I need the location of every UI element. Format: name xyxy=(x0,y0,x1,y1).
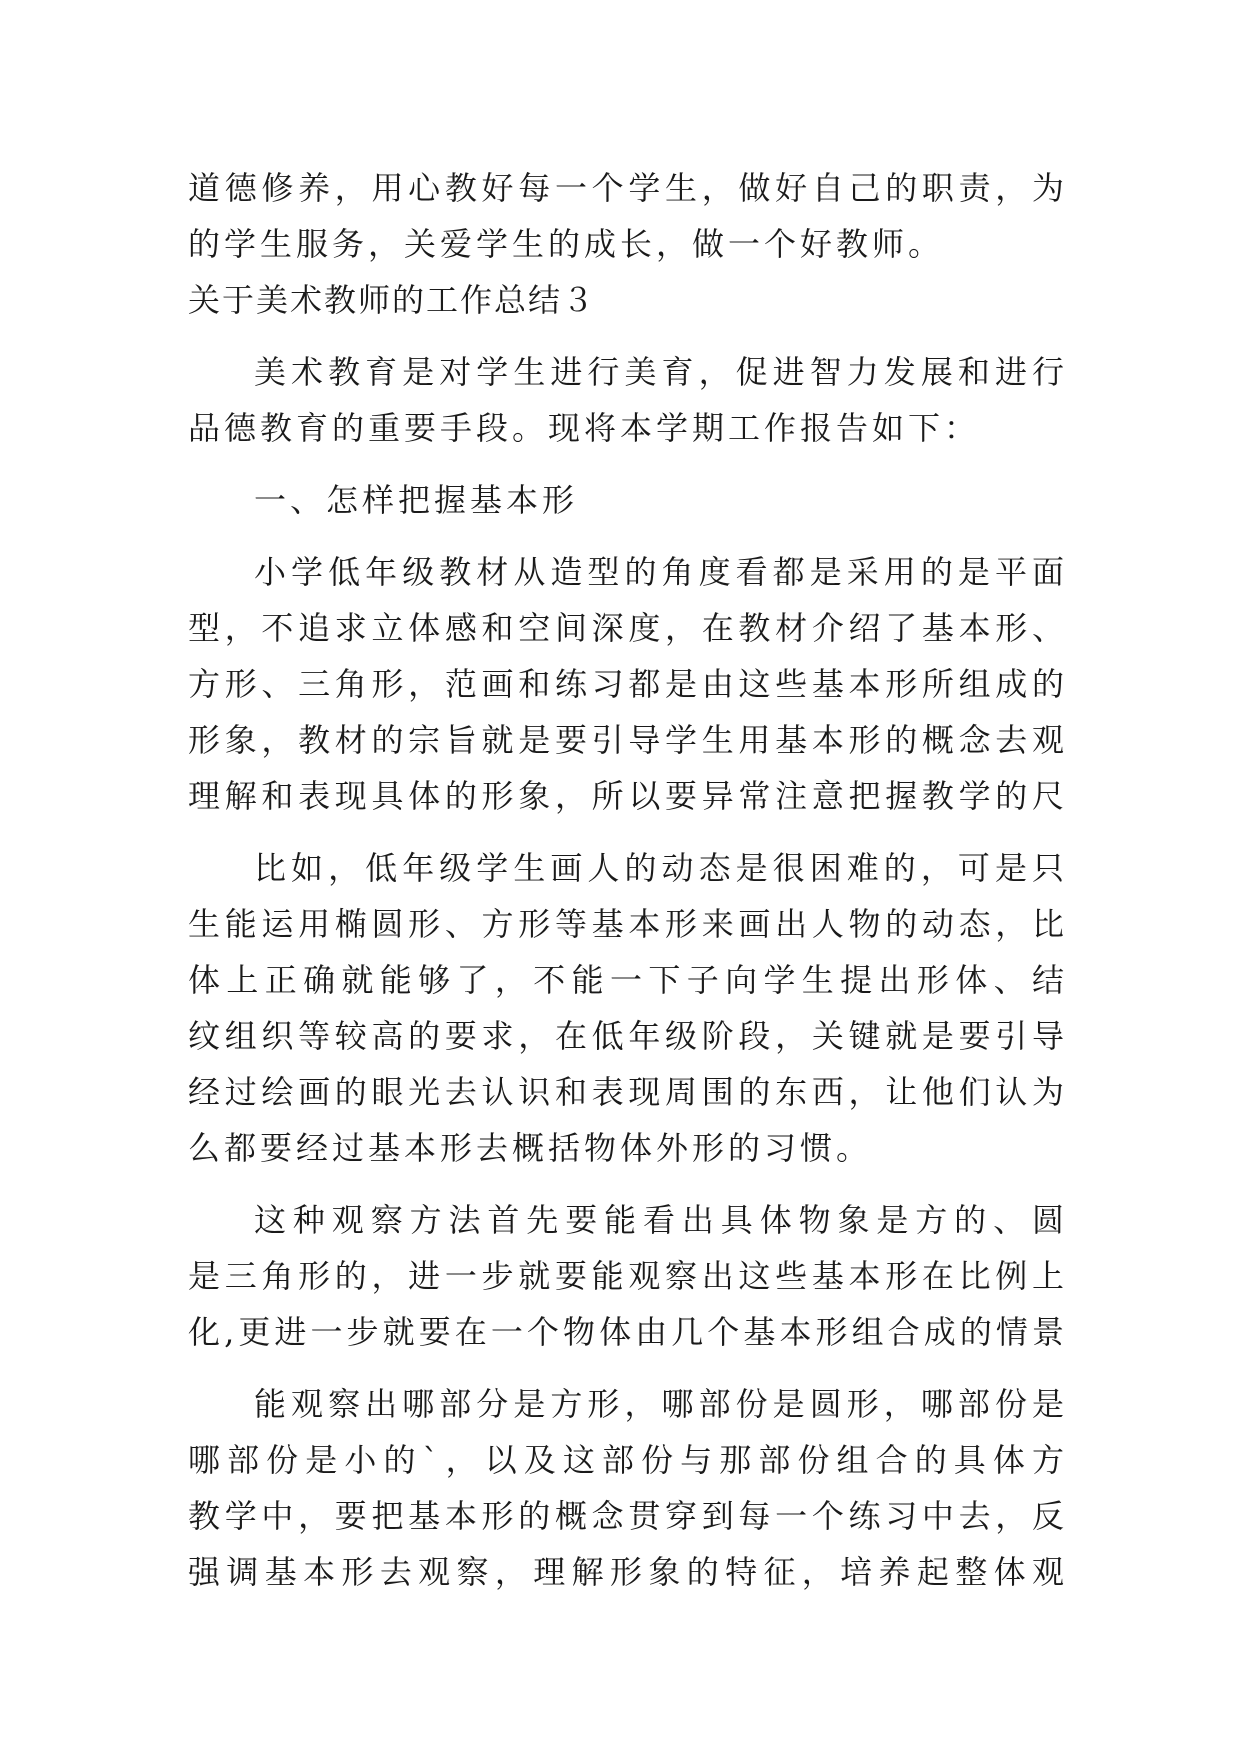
text-line: 的学生服务，关爱学生的成长，做一个好教师。 xyxy=(188,225,945,263)
paragraph-first-line: 美术教育是对学生进行美育，促进智力发展和进行 xyxy=(254,353,1068,391)
paragraph-first-line: 小学低年级教材从造型的角度看都是采用的是平面 xyxy=(254,553,1068,591)
text-line: 么都要经过基本形去概括物体外形的习惯。 xyxy=(188,1129,873,1167)
section-title: 关于美术教师的工作总结３ xyxy=(188,281,597,319)
text-line: 生能运用椭圆形、方形等基本形来画出人物的动态，比 xyxy=(188,905,1068,943)
paragraph-first-line: 比如，低年级学生画人的动态是很困难的，可是只 xyxy=(254,849,1068,887)
text-line: 体上正确就能够了，不能一下子向学生提出形体、结 xyxy=(188,961,1068,999)
text-line: 纹组织等较高的要求，在低年级阶段，关键就是要引导 xyxy=(188,1017,1068,1055)
text-line: 强调基本形去观察，理解形象的特征，培养起整体观 xyxy=(188,1553,1068,1591)
paragraph-first-line: 能观察出哪部分是方形，哪部份是圆形，哪部份是 xyxy=(254,1385,1068,1423)
text-line: 经过绘画的眼光去认识和表现周围的东西，让他们认为 xyxy=(188,1073,1068,1111)
text-line: 教学中，要把基本形的概念贯穿到每一个练习中去，反 xyxy=(188,1497,1068,1535)
text-line: 型，不追求立体感和空间深度，在教材介绍了基本形、 xyxy=(188,609,1068,647)
text-line: 理解和表现具体的形象，所以要异常注意把握教学的尺 xyxy=(188,777,1068,815)
paragraph-first-line: 这种观察方法首先要能看出具体物象是方的、圆 xyxy=(254,1201,1068,1239)
text-line: 品德教育的重要手段。现将本学期工作报告如下： xyxy=(188,409,981,447)
text-line: 道德修养，用心教好每一个学生，做好自己的职责，为 xyxy=(188,169,1068,207)
subheading: 一、怎样把握基本形 xyxy=(254,481,579,519)
text-line: 形象，教材的宗旨就是要引导学生用基本形的概念去观 xyxy=(188,721,1068,759)
text-line: 哪部份是小的`，以及这部份与那部份组合的具体方 xyxy=(188,1441,1068,1479)
text-line: 方形、三角形，范画和练习都是由这些基本形所组成的 xyxy=(188,665,1068,703)
text-line: 是三角形的，进一步就要能观察出这些基本形在比例上 xyxy=(188,1257,1068,1295)
text-line: 化,更进一步就要在一个物体由几个基本形组合成的情景 xyxy=(188,1313,1068,1351)
document-page xyxy=(188,160,1068,1600)
